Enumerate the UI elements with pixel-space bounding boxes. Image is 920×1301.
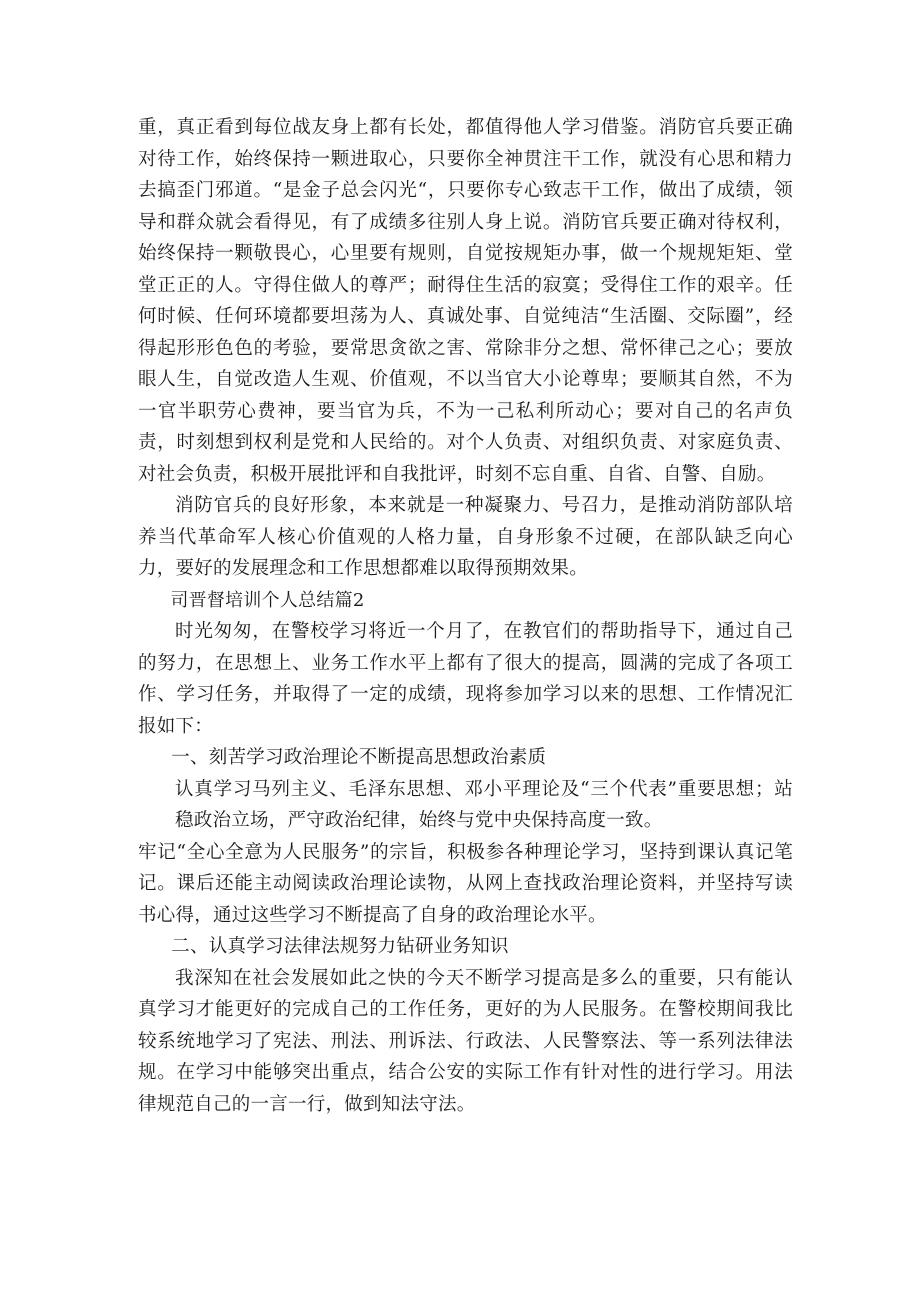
section-title: 司晋督培训个人总结篇2	[170, 589, 365, 611]
paragraph-political-study: 认真学习马列主义、毛泽东思想、邓小平理论及“三个代表”重要思想；站稳政治立场，严守政治纪律，始终与党中央保持高度一致。	[175, 778, 793, 831]
paragraph-continuation: 重，真正看到每位战友身上都有长处，都值得他人学习借鉴。消防官兵要正确对待工作，始终保持一颗进取心，只要你全神贯注干工作，就没有心思和精力去搞歪门邪道。“是金子总会闪光“，只要你专心致志干工作，做出了成绩，领导和群众就会看得见，有了成绩多往别人身上说。消防官兵要正确对待权利，始终保持一颗敬畏心，心里要有规则，自觉按规矩办事，做一个规规矩矩、堂堂正正的人。守得住做人的尊严；耐得住生活的寂寞；受得住工作的艰辛。任何时候、任何环境都要坦荡为人、真诚处事、自觉纯洁“生活圈、交际圈”，经得起形形色色的考验，要常思贪欲之害、常除非分之想、常怀律己之心；要放眼人生，自觉改造人生观、价值观，不以当官大小论尊卑；要顺其自然，不为一官半职劳心费神，要当官为兵，不为一己私利所动心；要对自己的名声负责，时刻想到权利是党和人民给的。对个人负责、对组织负责、对家庭负责、对社会负责，积极开展批评和自我批评，时刻不忘自重、自省、自警、自励。	[138, 117, 793, 485]
paragraph-intro: 时光匆匆，在警校学习将近一个月了，在教官们的帮助指导下，通过自己的努力，在思想上、业务工作水平上都有了很大的提高，圆满的完成了各项工作、学习任务，并取得了一定的成绩，现将参加学习以来的思想、工作情况汇报如下：	[138, 621, 793, 737]
document-body	[138, 112, 793, 1120]
sub-heading-two: 二、认真学习法律法规努力钻研业务知识	[171, 936, 509, 957]
paragraph-image-summary: 消防官兵的良好形象，本来就是一种凝聚力、号召力，是推动消防部队培养当代革命军人核心价值观的人格力量，自身形象不过硬，在部队缺乏向心力，要好的发展理念和工作思想都难以取得预期效果。	[138, 495, 793, 579]
paragraph-law-study: 我深知在社会发展如此之快的今天不断学习提高是多么的重要，只有能认真学习才能更好的完成自己的工作任务，更好的为人民服务。在警校期间我比较系统地学习了宪法、刑法、刑诉法、行政法、人民警察法、等一系列法律法规。在学习中能够突出重点，结合公安的实际工作有针对性的进行学习。用法律规范自己的一言一行，做到知法守法。	[138, 967, 793, 1115]
paragraph-serve-people: 牢记“全心全意为人民服务”的宗旨，积极参各种理论学习，坚持到课认真记笔记。课后还能主动阅读政治理论读物，从网上查找政治理论资料，并坚持写读书心得，通过这些学习不断提高了自身的政治理论水平。	[138, 841, 793, 926]
sub-heading-one: 一、刻苦学习政治理论不断提高思想政治素质	[171, 747, 547, 768]
